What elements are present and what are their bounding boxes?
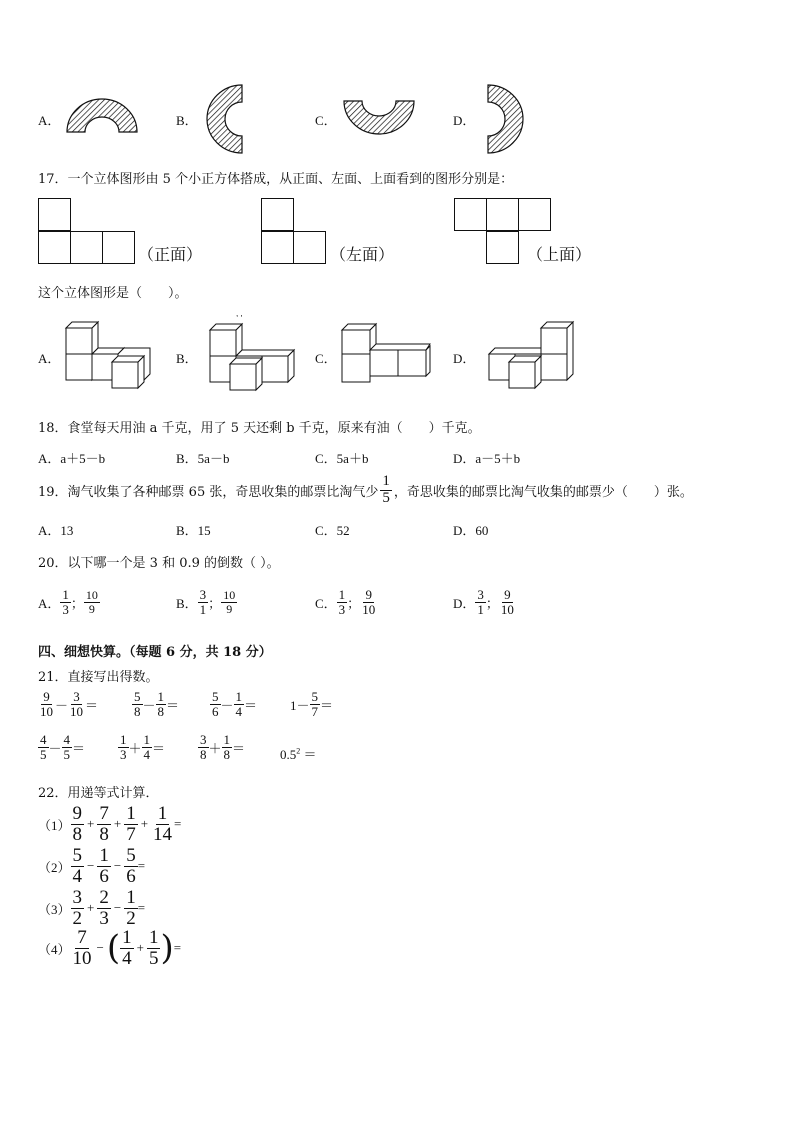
fraction [198, 733, 209, 761]
fraction-numerator: 10 [85, 588, 98, 603]
equals-sign: = [174, 816, 182, 832]
fraction [156, 690, 167, 718]
fraction [221, 589, 237, 615]
fraction-denominator: 9 [226, 601, 233, 616]
q19-question-before: 19．淘气收集了各种邮票 65 张，奇思收集的邮票比淘气少 [38, 484, 379, 500]
q21-item-8 [280, 744, 317, 763]
svg-text:, ,: , , [236, 309, 243, 318]
fraction [38, 690, 55, 718]
fraction-numerator: 1 [338, 587, 346, 602]
option-label: B． [176, 595, 198, 611]
fraction-numerator: 2 [99, 887, 109, 908]
fraction [38, 733, 49, 761]
fraction-denominator: 14 [153, 823, 173, 845]
fraction-numerator: 5 [311, 689, 319, 704]
fraction [62, 733, 73, 761]
q21-item-3 [210, 690, 257, 718]
q21-item-6 [118, 733, 165, 761]
q19-option-b[interactable]: B．15 [176, 523, 211, 538]
fraction-denominator: 4 [72, 865, 83, 887]
option-label: C． [315, 595, 337, 611]
item-label: （4） [38, 941, 71, 957]
operator: − [113, 858, 122, 874]
fraction-denominator: 10 [500, 601, 514, 617]
fraction-numerator: 1 [99, 845, 109, 866]
grid-cell [486, 231, 519, 264]
item-label: （2） [38, 859, 71, 875]
q18-option-a[interactable]: A．a＋5－b [38, 451, 106, 466]
fraction [118, 733, 129, 761]
equals-sign: ＝ [85, 697, 99, 713]
q19-option-d[interactable]: D．60 [453, 523, 489, 538]
q21-item-5 [38, 733, 85, 761]
q18-option-c[interactable]: C．5a＋b [315, 451, 369, 466]
equals-sign: ＝ [152, 740, 166, 756]
equals-sign: = [137, 858, 146, 874]
option-label: A． [38, 595, 61, 611]
fraction-denominator: 4 [143, 746, 151, 762]
fraction-numerator: 7 [99, 803, 109, 824]
fraction [84, 589, 100, 615]
fraction-numerator: 1 [223, 732, 231, 747]
fraction-numerator: 1 [126, 887, 136, 908]
fraction-denominator: 6 [99, 865, 109, 887]
fraction-numerator: 7 [77, 927, 87, 948]
fraction-denominator: 1 [199, 601, 207, 617]
fraction [71, 846, 85, 887]
q21-item-1 [38, 690, 98, 718]
operator: － [55, 697, 69, 713]
fraction [124, 804, 138, 845]
operator: − [96, 940, 104, 956]
separator: ； [485, 595, 499, 611]
fraction-denominator: 3 [99, 907, 109, 929]
operator: + [136, 940, 144, 956]
fraction [222, 733, 233, 761]
q21-item-7 [198, 733, 245, 761]
grid-cell [518, 198, 551, 231]
q20-option-c[interactable] [315, 588, 377, 616]
q19-question-after: ，奇思收集的邮票比淘气收集的邮票少（ ）张。 [393, 484, 693, 500]
fraction-denominator: 3 [120, 746, 127, 762]
q22-item-1 [38, 804, 181, 845]
fraction-numerator: 1 [62, 587, 69, 602]
fraction [198, 588, 209, 616]
fraction [68, 690, 85, 718]
fraction-numerator: 1 [148, 927, 159, 948]
left-paren: ( [106, 928, 121, 969]
grid-cell [70, 231, 103, 264]
fraction [310, 690, 321, 718]
item-label: （3） [38, 901, 71, 917]
grid-cell [261, 231, 294, 264]
fraction-numerator: 1 [235, 689, 243, 704]
q17-option-d-cubes [487, 320, 577, 390]
fraction-numerator: 9 [43, 689, 50, 704]
q17-option-b-label[interactable]: B． [176, 351, 198, 366]
equals-sign: = [137, 900, 146, 916]
fraction-denominator: 6 [126, 865, 136, 887]
q21-item-2 [132, 690, 179, 718]
q18-question: 18．食堂每天用油 a 千克，用了 5 天还剩 b 千克，原来有油（ ）千克。 [38, 421, 481, 436]
item-label: （1） [38, 817, 71, 833]
q20-question: 20．以下哪一个是 3 和 0.9 的倒数（ ）。 [38, 556, 280, 571]
fraction-denominator: 8 [134, 703, 141, 719]
equals-sign: ＝ [320, 697, 334, 713]
q19-option-a[interactable]: A．13 [38, 523, 74, 538]
fraction-numerator: 9 [504, 587, 511, 602]
q16-option-b-label[interactable]: B． [176, 113, 198, 128]
operator: + [140, 816, 149, 832]
fraction-numerator: 5 [212, 689, 219, 704]
fraction [151, 804, 174, 845]
fraction [97, 888, 111, 929]
equals-sign: ＝ [72, 740, 86, 756]
equals-sign: ＝ [244, 697, 258, 713]
power-base: 0.5 [280, 747, 297, 762]
fraction-denominator: 4 [122, 947, 132, 969]
fraction [132, 690, 143, 718]
grid-cell [102, 231, 135, 264]
left-view-label: （左面） [330, 245, 395, 264]
equals-sign: ＝ [232, 740, 246, 756]
fraction-denominator: 10 [362, 601, 376, 617]
fraction-denominator: 8 [200, 746, 207, 762]
q20-option-b[interactable] [176, 588, 237, 616]
fraction [97, 846, 111, 887]
operator: + [87, 900, 95, 916]
fraction [234, 690, 245, 718]
front-view-label: （正面） [138, 245, 203, 264]
fraction-numerator: 9 [365, 587, 372, 602]
fraction-numerator: 1 [157, 803, 168, 824]
operator: − [113, 900, 122, 916]
fraction-numerator: 1 [120, 732, 127, 747]
fraction [499, 588, 516, 616]
fraction-denominator: 8 [72, 823, 83, 845]
q19-fraction [380, 474, 392, 507]
q17-option-c-cubes [340, 322, 432, 386]
operator: － [220, 697, 234, 713]
grid-cell [293, 231, 326, 264]
fraction-numerator: 3 [477, 587, 484, 602]
fraction-denominator: 8 [223, 746, 231, 762]
fraction-denominator: 5 [148, 947, 159, 969]
option-label: D． [453, 595, 476, 611]
q16-shape-d-right-c [486, 84, 526, 154]
fraction-numerator: 5 [134, 689, 141, 704]
operator: + [87, 816, 95, 832]
q16-option-a-label[interactable]: A． [38, 113, 61, 128]
fraction [337, 588, 348, 616]
fraction [475, 588, 486, 616]
q17-option-a-label[interactable]: A． [38, 351, 61, 366]
fraction-numerator: 1 [122, 927, 132, 948]
grid-cell [38, 231, 71, 264]
q22-item-4 [38, 928, 181, 969]
q16-shape-a-arch [66, 98, 138, 134]
fraction-denominator: 3 [62, 601, 69, 617]
q18-option-b[interactable]: B．5a－b [176, 451, 230, 466]
fraction-numerator: 9 [72, 803, 83, 824]
fraction-denominator: 8 [157, 703, 165, 719]
fraction-denominator: 3 [338, 601, 346, 617]
fraction-denominator: 7 [311, 703, 319, 719]
q22-question: 22．用递等式计算． [38, 786, 159, 801]
fraction-numerator: 4 [40, 732, 47, 747]
top-view-label: （上面） [527, 245, 592, 264]
fraction-denominator: 5 [382, 489, 390, 506]
fraction [142, 733, 153, 761]
q16-shape-b-left-c [204, 84, 244, 154]
fraction-numerator: 3 [72, 887, 83, 908]
power-exponent: 2 [296, 746, 301, 756]
fraction-denominator: 1 [477, 601, 484, 617]
fraction-numerator: 10 [223, 588, 236, 603]
q16-option-c-label[interactable]: C． [315, 113, 337, 128]
fraction-denominator: 10 [72, 947, 92, 969]
q21-item-4 [290, 690, 333, 718]
fraction-denominator: 10 [70, 703, 84, 719]
q18-option-d[interactable]: D．a－5＋b [453, 451, 521, 466]
fraction-denominator: 4 [235, 703, 243, 719]
operator: ＋ [128, 740, 142, 756]
grid-cell [486, 198, 519, 231]
fraction-denominator: 5 [63, 746, 71, 762]
fraction-denominator: 7 [126, 823, 136, 845]
fraction-numerator: 4 [63, 732, 71, 747]
q16-shape-c-bowl [343, 100, 415, 136]
operator: + [113, 816, 122, 832]
equals-sign: ＝ [166, 697, 180, 713]
fraction [71, 804, 85, 845]
q17-option-d-label[interactable]: D． [453, 351, 476, 366]
grid-cell [454, 198, 487, 231]
fraction-numerator: 1 [382, 473, 390, 489]
q21-question: 21．直接写出得数。 [38, 670, 159, 685]
fraction [124, 846, 138, 887]
fraction-denominator: 8 [99, 823, 109, 845]
fraction [71, 928, 94, 969]
q20-option-d[interactable] [453, 588, 516, 616]
operator: － [48, 740, 62, 756]
fraction-numerator: 5 [126, 845, 136, 866]
fraction-numerator: 1 [143, 732, 151, 747]
fraction-denominator: 2 [72, 907, 83, 929]
grid-cell [261, 198, 294, 231]
fraction-denominator: 9 [88, 601, 95, 616]
separator: ； [70, 595, 84, 611]
q19-option-c[interactable]: C．52 [315, 523, 350, 538]
q17-option-a-cubes [64, 318, 154, 388]
fraction-denominator: 6 [212, 703, 219, 719]
q19-question [38, 474, 693, 507]
fraction-numerator: 3 [73, 689, 80, 704]
equals-sign: = [173, 940, 182, 956]
fraction-numerator: 3 [199, 587, 207, 602]
grid-cell [38, 198, 71, 231]
q17-prompt: 这个立体图形是（ ）。 [38, 286, 188, 301]
fraction [147, 928, 161, 969]
q22-item-2 [38, 846, 145, 887]
separator: ； [208, 595, 222, 611]
fraction-numerator: 3 [200, 732, 207, 747]
q20-option-a[interactable] [38, 588, 100, 616]
operator: ＋ [208, 740, 222, 756]
operator: － [142, 697, 156, 713]
fraction [360, 588, 377, 616]
section-4-title: 四、细想快算。（每题 6 分，共 18 分） [38, 645, 272, 660]
equals-sign: ＝ [300, 747, 317, 762]
fraction [124, 888, 138, 929]
right-paren: ) [160, 928, 174, 969]
operator: − [87, 858, 95, 874]
lead-term: 1－ [290, 697, 310, 713]
q16-option-d-label[interactable]: D． [453, 113, 476, 128]
fraction-denominator: 5 [40, 746, 47, 762]
q22-item-3 [38, 888, 145, 929]
q17-option-c-label[interactable]: C． [315, 351, 337, 366]
q17-question: 17．一个立体图形由 5 个小正方体搭成，从正面、左面、上面看到的图形分别是： [38, 172, 514, 187]
q17-option-b-cubes [208, 309, 298, 390]
fraction-numerator: 1 [126, 803, 136, 824]
fraction-denominator: 10 [40, 703, 53, 719]
fraction [71, 888, 85, 929]
fraction-numerator: 5 [72, 845, 83, 866]
fraction-numerator: 1 [157, 689, 165, 704]
separator: ； [347, 595, 361, 611]
fraction [97, 804, 111, 845]
fraction [120, 928, 134, 969]
fraction [60, 588, 71, 616]
fraction [210, 690, 221, 718]
fraction-denominator: 2 [126, 907, 136, 929]
